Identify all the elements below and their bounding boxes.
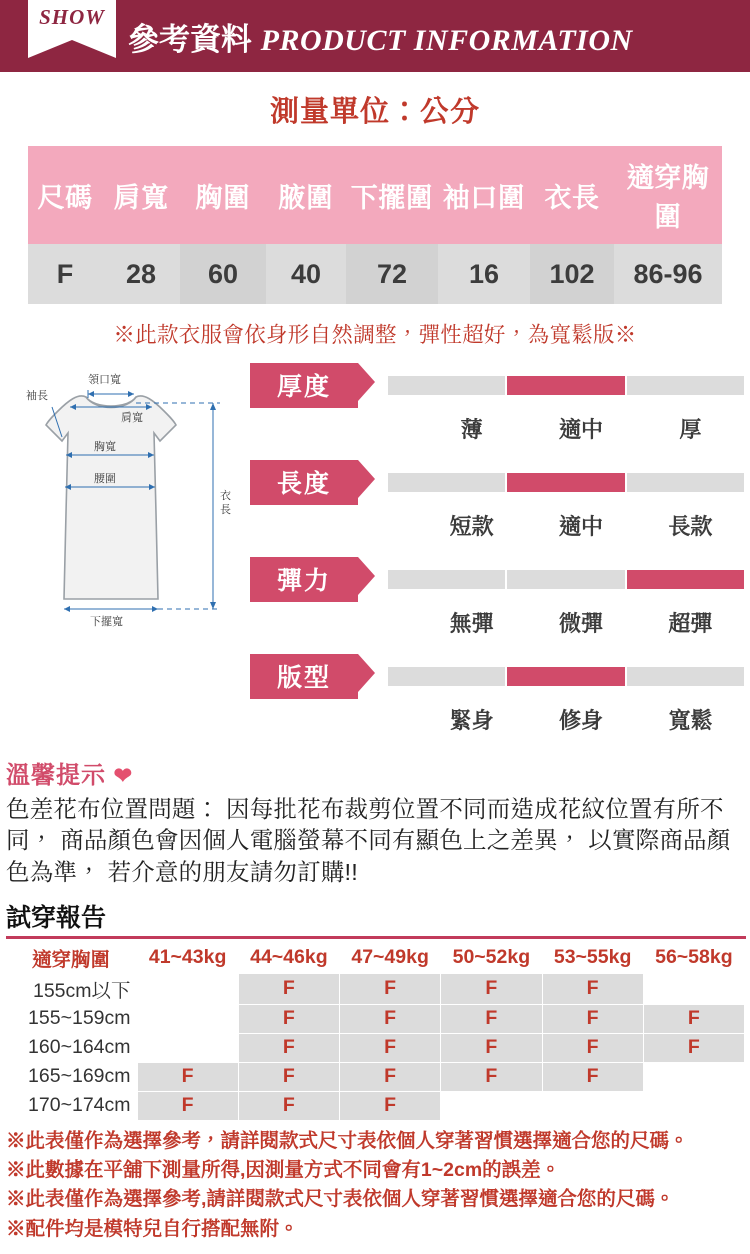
diagram-label-length: 衣 bbox=[220, 490, 231, 502]
attribute-list bbox=[250, 363, 750, 751]
attribute-label: 長度 bbox=[250, 460, 358, 505]
size-cell: 28 bbox=[102, 244, 180, 304]
size-table bbox=[28, 146, 722, 304]
bar-option-selected bbox=[507, 376, 624, 395]
diagram-label-chest: 胸寬 bbox=[94, 441, 116, 453]
bar-option bbox=[388, 667, 505, 686]
size-col-header: 尺碼 bbox=[28, 146, 102, 244]
bar-option bbox=[388, 570, 505, 589]
size-cell: 60 bbox=[180, 244, 266, 304]
attribute-elasticity bbox=[250, 557, 744, 638]
table-row bbox=[5, 1033, 745, 1062]
fit-weight-header: 53~55kg bbox=[542, 943, 643, 974]
table-row bbox=[5, 1062, 745, 1091]
page-header bbox=[0, 0, 750, 72]
size-col-header: 腋圍 bbox=[266, 146, 346, 244]
attribute-options bbox=[418, 704, 744, 735]
fit-cell bbox=[137, 1004, 238, 1033]
diagram-label-length2: 長 bbox=[220, 504, 231, 516]
fit-cell: F bbox=[542, 1004, 643, 1033]
fit-cell: F bbox=[238, 973, 339, 1004]
fit-cell: F bbox=[238, 1004, 339, 1033]
size-table-header-row bbox=[28, 146, 722, 244]
fit-cell bbox=[643, 1062, 744, 1091]
attribute-options bbox=[418, 413, 744, 444]
size-cell: F bbox=[28, 244, 102, 304]
fit-cell bbox=[542, 1091, 643, 1120]
diagram-label-waist: 腰圍 bbox=[94, 473, 116, 485]
bar-option bbox=[627, 473, 744, 492]
attribute-option-label: 薄 bbox=[460, 417, 483, 442]
attribute-bars bbox=[388, 570, 744, 589]
bar-option-selected bbox=[507, 667, 624, 686]
attribute-option-label: 厚 bbox=[679, 417, 702, 442]
fit-cell: F bbox=[340, 1062, 441, 1091]
footnote-item: ※此數據在平舖下測量所得,因測量方式不同會有1~2cm的誤差。 bbox=[6, 1159, 561, 1181]
fit-cell: F bbox=[643, 1004, 744, 1033]
table-row bbox=[5, 1004, 745, 1033]
table-row bbox=[5, 1091, 745, 1120]
garment-diagram-svg bbox=[8, 363, 254, 628]
size-col-header: 肩寬 bbox=[102, 146, 180, 244]
attribute-option-label: 修身 bbox=[558, 708, 603, 733]
attribute-fit bbox=[250, 654, 744, 735]
fit-cell: F bbox=[137, 1062, 238, 1091]
fit-weight-header: 44~46kg bbox=[238, 943, 339, 974]
size-col-header: 胸圍 bbox=[180, 146, 266, 244]
attribute-length bbox=[250, 460, 744, 541]
fit-report-title: 試穿報告 bbox=[6, 898, 746, 939]
size-cell: 102 bbox=[530, 244, 614, 304]
attribute-option-label: 適中 bbox=[558, 417, 603, 442]
fit-height-label: 165~169cm bbox=[5, 1062, 137, 1091]
bar-option bbox=[507, 570, 624, 589]
fit-cell: F bbox=[340, 973, 441, 1004]
fit-cell bbox=[441, 1091, 542, 1120]
size-cell: 16 bbox=[438, 244, 530, 304]
attribute-option-label: 緊身 bbox=[449, 708, 494, 733]
fit-weight-header: 47~49kg bbox=[340, 943, 441, 974]
attribute-option-label: 長款 bbox=[668, 514, 713, 539]
fit-cell: F bbox=[238, 1091, 339, 1120]
bar-option-selected bbox=[507, 473, 624, 492]
fit-report-table bbox=[5, 943, 745, 1121]
footnote-item: ※此表僅作為選擇參考,請詳閱款式尺寸表依個人穿著習慣選擇適合您的尺碼。 bbox=[6, 1188, 675, 1211]
attribute-bars bbox=[388, 667, 744, 686]
attribute-option-label: 寬鬆 bbox=[668, 708, 713, 733]
attribute-thickness bbox=[250, 363, 744, 444]
tips-title bbox=[0, 751, 750, 792]
fit-cell: F bbox=[542, 1033, 643, 1062]
attributes-section bbox=[0, 359, 750, 751]
fit-cell: F bbox=[542, 1062, 643, 1091]
bar-option bbox=[627, 376, 744, 395]
attribute-label: 版型 bbox=[250, 654, 358, 699]
fit-cell: F bbox=[441, 1004, 542, 1033]
fit-cell bbox=[137, 973, 238, 1004]
fit-cell: F bbox=[238, 1033, 339, 1062]
fit-header-row bbox=[5, 943, 745, 974]
diagram-label-hem: 下擺寬 bbox=[90, 616, 123, 628]
size-col-header: 袖口圍 bbox=[438, 146, 530, 244]
fit-cell: F bbox=[137, 1091, 238, 1120]
bar-option bbox=[627, 667, 744, 686]
stretch-note: ※此款衣服會依身形自然調整，彈性超好，為寬鬆版※ bbox=[113, 323, 637, 347]
fit-cell: F bbox=[238, 1062, 339, 1091]
fit-cell: F bbox=[340, 1033, 441, 1062]
fit-cell bbox=[643, 1091, 744, 1120]
footnotes bbox=[0, 1121, 750, 1254]
size-cell: 72 bbox=[346, 244, 438, 304]
attribute-option-label: 適中 bbox=[558, 514, 603, 539]
diagram-label-collar: 領口寬 bbox=[88, 374, 121, 386]
fit-cell bbox=[137, 1033, 238, 1062]
fit-weight-header: 41~43kg bbox=[137, 943, 238, 974]
fit-cell: F bbox=[441, 1062, 542, 1091]
show-badge: SHOW bbox=[28, 0, 116, 40]
footnote-item: ※配件均是模特兒自行搭配無附。 bbox=[6, 1217, 299, 1240]
fit-cell: F bbox=[542, 973, 643, 1004]
page-title bbox=[128, 14, 633, 59]
table-row bbox=[5, 973, 745, 1004]
footnote-item: ※此表僅作為選擇參考，請詳閱款式尺寸表依個人穿著習慣選擇適合您的尺碼。 bbox=[6, 1129, 689, 1152]
fit-cell: F bbox=[340, 1091, 441, 1120]
diagram-label-shoulder: 肩寬 bbox=[121, 412, 143, 424]
diagram-label-sleeve: 袖長 bbox=[26, 390, 48, 402]
attribute-bars bbox=[388, 473, 744, 492]
attribute-option-label: 無彈 bbox=[449, 611, 494, 636]
bar-option-selected bbox=[627, 570, 744, 589]
attribute-option-label: 微彈 bbox=[558, 611, 603, 636]
size-cell: 86-96 bbox=[614, 244, 722, 304]
bar-option bbox=[388, 473, 505, 492]
fit-corner-label: 適穿胸圍 bbox=[5, 943, 137, 974]
fit-height-label: 155cm以下 bbox=[5, 973, 137, 1004]
attribute-options bbox=[418, 607, 744, 638]
attribute-option-label: 超彈 bbox=[668, 611, 713, 636]
fit-cell bbox=[643, 973, 744, 1004]
page-title-en: PRODUCT INFORMATION bbox=[260, 23, 633, 57]
fit-cell: F bbox=[441, 1033, 542, 1062]
page-title-cn: 參考資料 bbox=[128, 21, 252, 57]
fit-height-label: 160~164cm bbox=[5, 1033, 137, 1062]
measure-unit-label: 測量單位：公分 bbox=[269, 96, 480, 128]
attribute-bars bbox=[388, 376, 744, 395]
fit-weight-header: 56~58kg bbox=[643, 943, 744, 974]
table-row bbox=[28, 244, 722, 304]
heart-icon: ❤ bbox=[113, 763, 134, 788]
fit-height-label: 155~159cm bbox=[5, 1004, 137, 1033]
tips-title-text: 溫馨提示 bbox=[6, 762, 106, 789]
size-col-header: 衣長 bbox=[530, 146, 614, 244]
size-col-header: 適穿胸圍 bbox=[614, 146, 722, 244]
attribute-label: 彈力 bbox=[250, 557, 358, 602]
attribute-options bbox=[418, 510, 744, 541]
fit-cell: F bbox=[340, 1004, 441, 1033]
fit-cell: F bbox=[441, 973, 542, 1004]
size-cell: 40 bbox=[266, 244, 346, 304]
size-col-header: 下擺圍 bbox=[346, 146, 438, 244]
fit-cell: F bbox=[643, 1033, 744, 1062]
tips-body: 色差花布位置問題： 因每批花布裁剪位置不同而造成花紋位置有所不同， 商品顏色會因個人電腦螢幕不同有顯色上之差異， 以實際商品顏色為準， 若介意的朋友請勿訂購!! bbox=[6, 796, 731, 885]
attribute-option-label: 短款 bbox=[449, 514, 494, 539]
fit-height-label: 170~174cm bbox=[5, 1091, 137, 1120]
attribute-label: 厚度 bbox=[250, 363, 358, 408]
fit-weight-header: 50~52kg bbox=[441, 943, 542, 974]
bar-option bbox=[388, 376, 505, 395]
garment-diagram bbox=[0, 363, 250, 633]
